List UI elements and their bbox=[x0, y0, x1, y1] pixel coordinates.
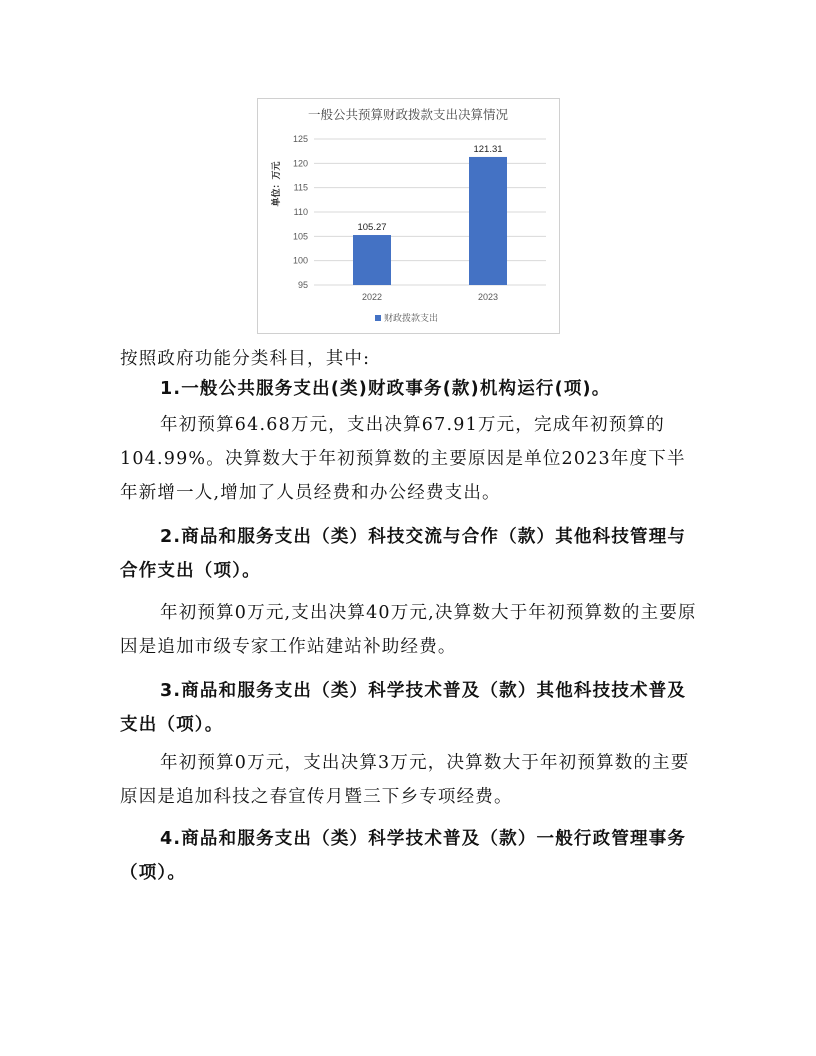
section-1-paragraph: 年初预算64.68万元，支出决算67.91万元，完成年初预算的104.99%。决算数大于年初预算数的主要原因是单位2023年度下半年新增一人,增加了人员经费和办公经费支出。 bbox=[120, 415, 686, 503]
y-tick-label: 115 bbox=[293, 182, 308, 193]
chart-container bbox=[257, 98, 560, 334]
y-tick-label: 120 bbox=[292, 158, 308, 169]
y-axis-label: 单位：万元 bbox=[272, 161, 282, 207]
y-tick-label: 100 bbox=[292, 255, 308, 266]
legend-label: 财政拨款支出 bbox=[384, 314, 439, 324]
y-tick-label: 105 bbox=[292, 231, 308, 242]
legend-swatch bbox=[375, 315, 381, 321]
data-label: 121.31 bbox=[473, 143, 503, 155]
section-3-heading: 3.商品和服务支出（类）科学技术普及（款）其他科技技术普及支出（项）。 bbox=[120, 681, 687, 735]
section-1-heading: 1.一般公共服务支出(类)财政事务(款)机构运行(项)。 bbox=[160, 379, 611, 399]
x-tick-label: 2022 bbox=[361, 292, 383, 302]
intro-text: 按照政府功能分类科目，其中: bbox=[120, 349, 371, 369]
y-tick-label: 110 bbox=[293, 207, 308, 217]
y-tick-label: 95 bbox=[297, 280, 308, 290]
y-tick-label: 125 bbox=[292, 134, 308, 144]
section-3-paragraph: 年初预算0万元，支出决算3万元，决算数大于年初预算数的主要原因是追加科技之春宣传月暨三下乡专项经费。 bbox=[120, 753, 690, 807]
bar bbox=[353, 235, 391, 285]
bar bbox=[469, 157, 507, 285]
bar-chart bbox=[258, 99, 559, 333]
data-label: 105.27 bbox=[357, 222, 387, 234]
section-2-paragraph: 年初预算0万元,支出决算40万元,决算数大于年初预算数的主要原因是追加市级专家工作站建站补助经费。 bbox=[120, 603, 697, 657]
chart-title: 一般公共预算财政拨款支出决算情况 bbox=[307, 107, 509, 122]
section-4-heading: 4.商品和服务支出（类）科学技术普及（款）一般行政管理事务（项）。 bbox=[120, 829, 687, 883]
section-2-heading: 2.商品和服务支出（类）科技交流与合作（款）其他科技管理与合作支出（项）。 bbox=[120, 527, 687, 581]
x-tick-label: 2023 bbox=[477, 292, 499, 302]
